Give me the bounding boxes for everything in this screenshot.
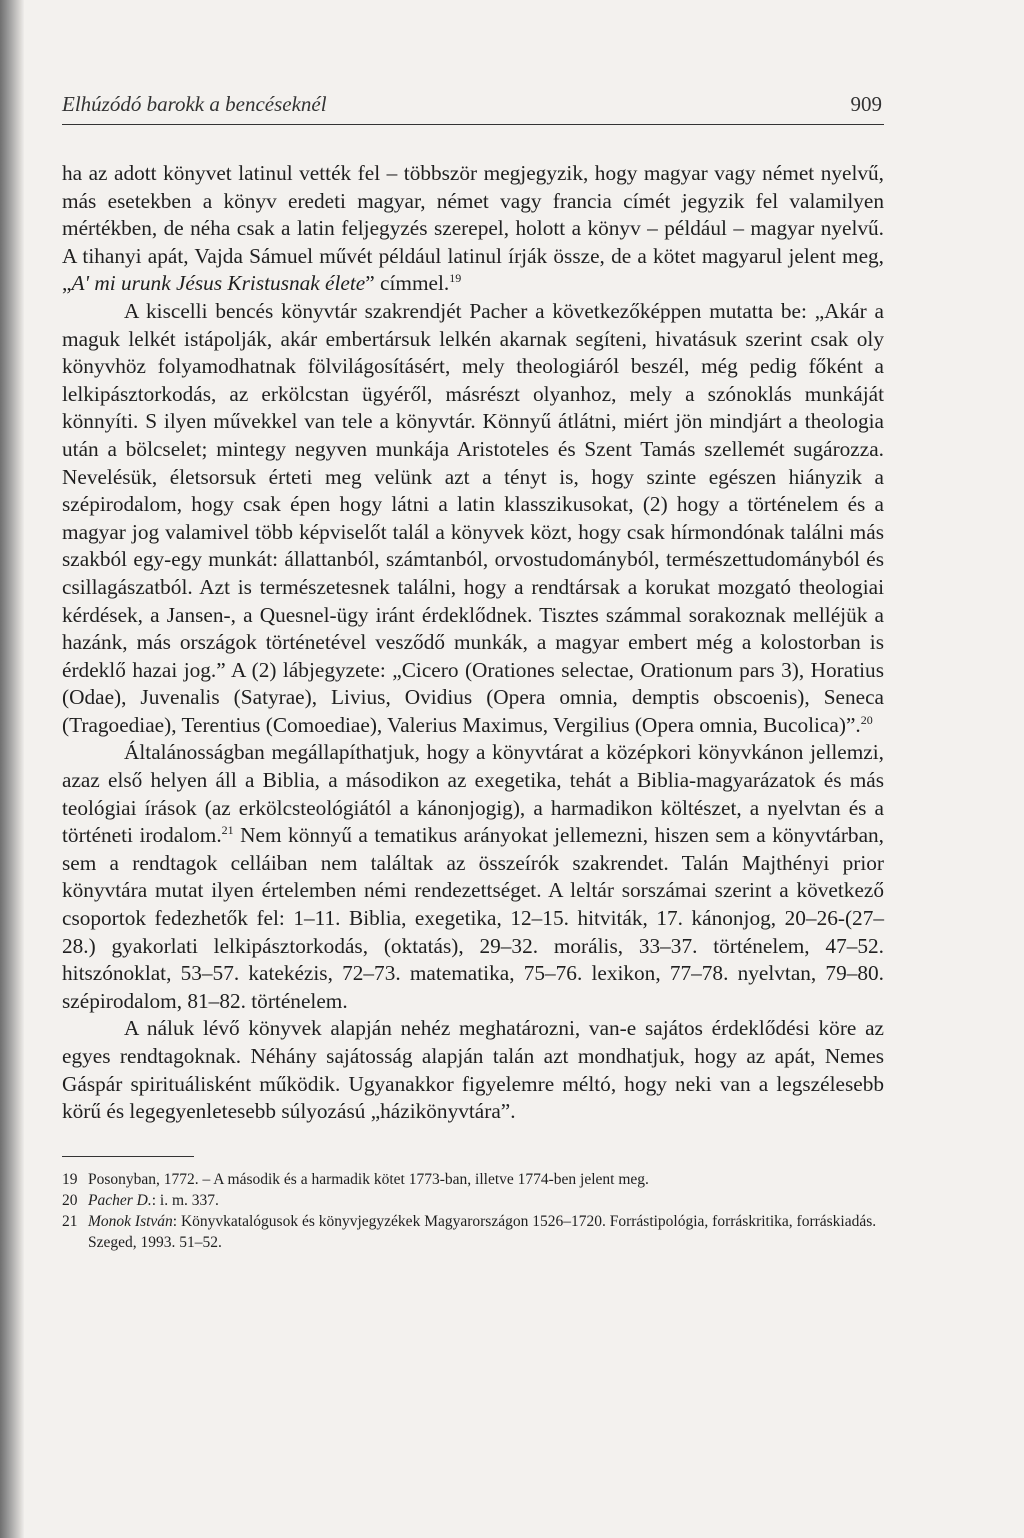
footnote-ref: 20 — [860, 712, 873, 727]
footnote-text — [88, 1190, 884, 1211]
book-page — [62, 90, 884, 1253]
text-run: : Könyvkatalógusok és könyvjegyzékek Magyarországon 1526–1720. Forrástipológia, forráskritika, forráskiadás. Szeged, 1993. 51–52. — [88, 1212, 877, 1251]
footnote-text — [88, 1211, 884, 1253]
footnote-ref: 21 — [221, 823, 234, 838]
footnote-number: 20 — [62, 1191, 78, 1209]
footnote — [62, 1169, 884, 1190]
text-run: A kiscelli bencés könyvtár szakrendjét Pacher a következőképpen mutatta be: „Akár a maguk lelkét istápolják, akár embertársuk lelkén akarnak segíteni, hivatásuk szerint csak oly könyvhöz folyamodhatnak fölvilágosításért, mely theologiáról beszél, még pedig főként a lelkipásztorkodás, az erkölcstan ügyéről, másrészt olyanhoz, mely a szónoklás munkáját könnyíti. S ilyen művekkel van tele a könyvtár. Könnyű átlátni, miért jön mindjárt a theologia után a bölcselet; mintegy negyven munkája Aristoteles és Szent Tamás szellemét sugározza. Nevelésük, életsorsuk érteti meg velünk azt a tényt is, hogy szinte egészen hiányzik a szépirodalom, hogy csak épen hogy látni a latin klasszikusokat, (2) hogy a történelem és a magyar jog valamivel több képviselőt talál a könyvek közt, hogy csak hírmondónak találni más szakból egy-egy munkát: állattanból, számtanból, orvostudományból, természettudományból és csillagászatból. Azt is természetesnek találni, hogy a rendtársak a korukat mozgató theologiai kérdések, a Jansen-, a Quesnel-ügy iránt érdeklődnek. Tisztes számmal sorakoznak melléjük a hazánk, más országok történetével vesződő munkák, a magyar embert még a kolostorban is érdeklő hazai jog.” A (2) lábjegyzete: „Cicero (Orationes selectae, Orationum pars 3), Horatius (Odae), Juvenalis (Satyrae), Livius, Ovidius (Opera omnia, demptis obscoenis), Seneca (Tragoediae), Terentius (Comoediae), Valerius Maximus, Vergilius (Opera omnia, Bucolica)”. — [62, 298, 884, 737]
footnote-number: 19 — [62, 1170, 78, 1188]
text-run: A náluk lévő könyvek alapján nehéz meghatározni, van-e sajátos érdeklődési köre az egyes rendtagoknak. Néhány sajátosság alapján talán azt mondhatjuk, hogy az apát, Nemes Gáspár spirituálisként működik. Ugyanakkor figyelemre méltó, hogy neki van a legszélesebb körű és legegyenletesebb súlyozású „házikönyvtára”. — [62, 1016, 884, 1124]
footnote-number: 21 — [62, 1212, 78, 1230]
body-text — [62, 160, 884, 1126]
footnotes — [62, 1169, 884, 1253]
italic-run: Pacher D. — [88, 1191, 152, 1209]
paragraph — [62, 298, 884, 740]
footnote — [62, 1211, 884, 1253]
page-number: 909 — [850, 92, 882, 116]
text-run: ” címmel. — [365, 271, 450, 296]
text-run: Posonyban, 1772. – A második és a harmadik kötet 1773-ban, illetve 1774-ben jelent meg. — [88, 1170, 649, 1188]
text-run: Általánosságban megállapíthatjuk, hogy a könyvtárat a középkori könyvkánon jellemzi, azaz első helyen áll a Biblia, a másodikon az exegetika, tehát a Biblia-magyarázatok és más teológiai írások (az erkölcsteológiától a kánonjogig), a harmadikon költészet, a nyelvtan és a történeti irodalom. — [62, 740, 884, 848]
italic-run: A' mi urunk Jésus Kristusnak élete — [71, 271, 366, 296]
footnote-rule — [62, 1156, 194, 1157]
paragraph — [62, 1015, 884, 1125]
paragraph — [62, 739, 884, 1015]
italic-run: Monok István — [88, 1212, 173, 1230]
running-head — [62, 90, 884, 125]
footnote-text — [88, 1169, 884, 1190]
book-spine-shadow — [0, 0, 24, 1538]
text-run: Nem könnyű a tematikus arányokat jellemezni, hiszen sem a könyvtárban, sem a rendtagok celláiban nem találtak az összeírók szakrendet. Talán Majthényi prior könyvtára mutat ilyen értelemben némi rendezettséget. A leltár sorszámai szerint a következő csoportok fedezhetők fel: 1–11. Biblia, exegetika, 12–15. hitviták, 17. kánonjog, 20–26-(27–28.) gyakorlati lelkipásztorkodás, (oktatás), 29–32. morális, 33–37. történelem, 47–52. hitszónoklat, 53–57. katekézis, 72–73. matematika, 75–76. lexikon, 77–78. nyelvtan, 79–80. szépirodalom, 81–82. történelem. — [62, 823, 885, 1013]
text-run: : i. m. 337. — [151, 1191, 219, 1209]
footnote — [62, 1190, 884, 1211]
text-run: ha az adott könyvet latinul vették fel – többször megjegyzik, hogy magyar vagy német nyelvű, más esetekben a könyv eredeti magyar, német vagy francia címét jegyzik fel valamilyen mértékben, de néha csak a latin feljegyzés szerepel, holott a könyv – például – magyar nyelvű. A tihanyi apát, Vajda Sámuel művét például latinul írják össze, de a kötet magyarul jelent meg, „ — [62, 161, 884, 296]
footnote-ref: 19 — [449, 271, 462, 286]
paragraph — [62, 160, 884, 298]
running-title: Elhúzódó barokk a bencéseknél — [62, 92, 327, 116]
